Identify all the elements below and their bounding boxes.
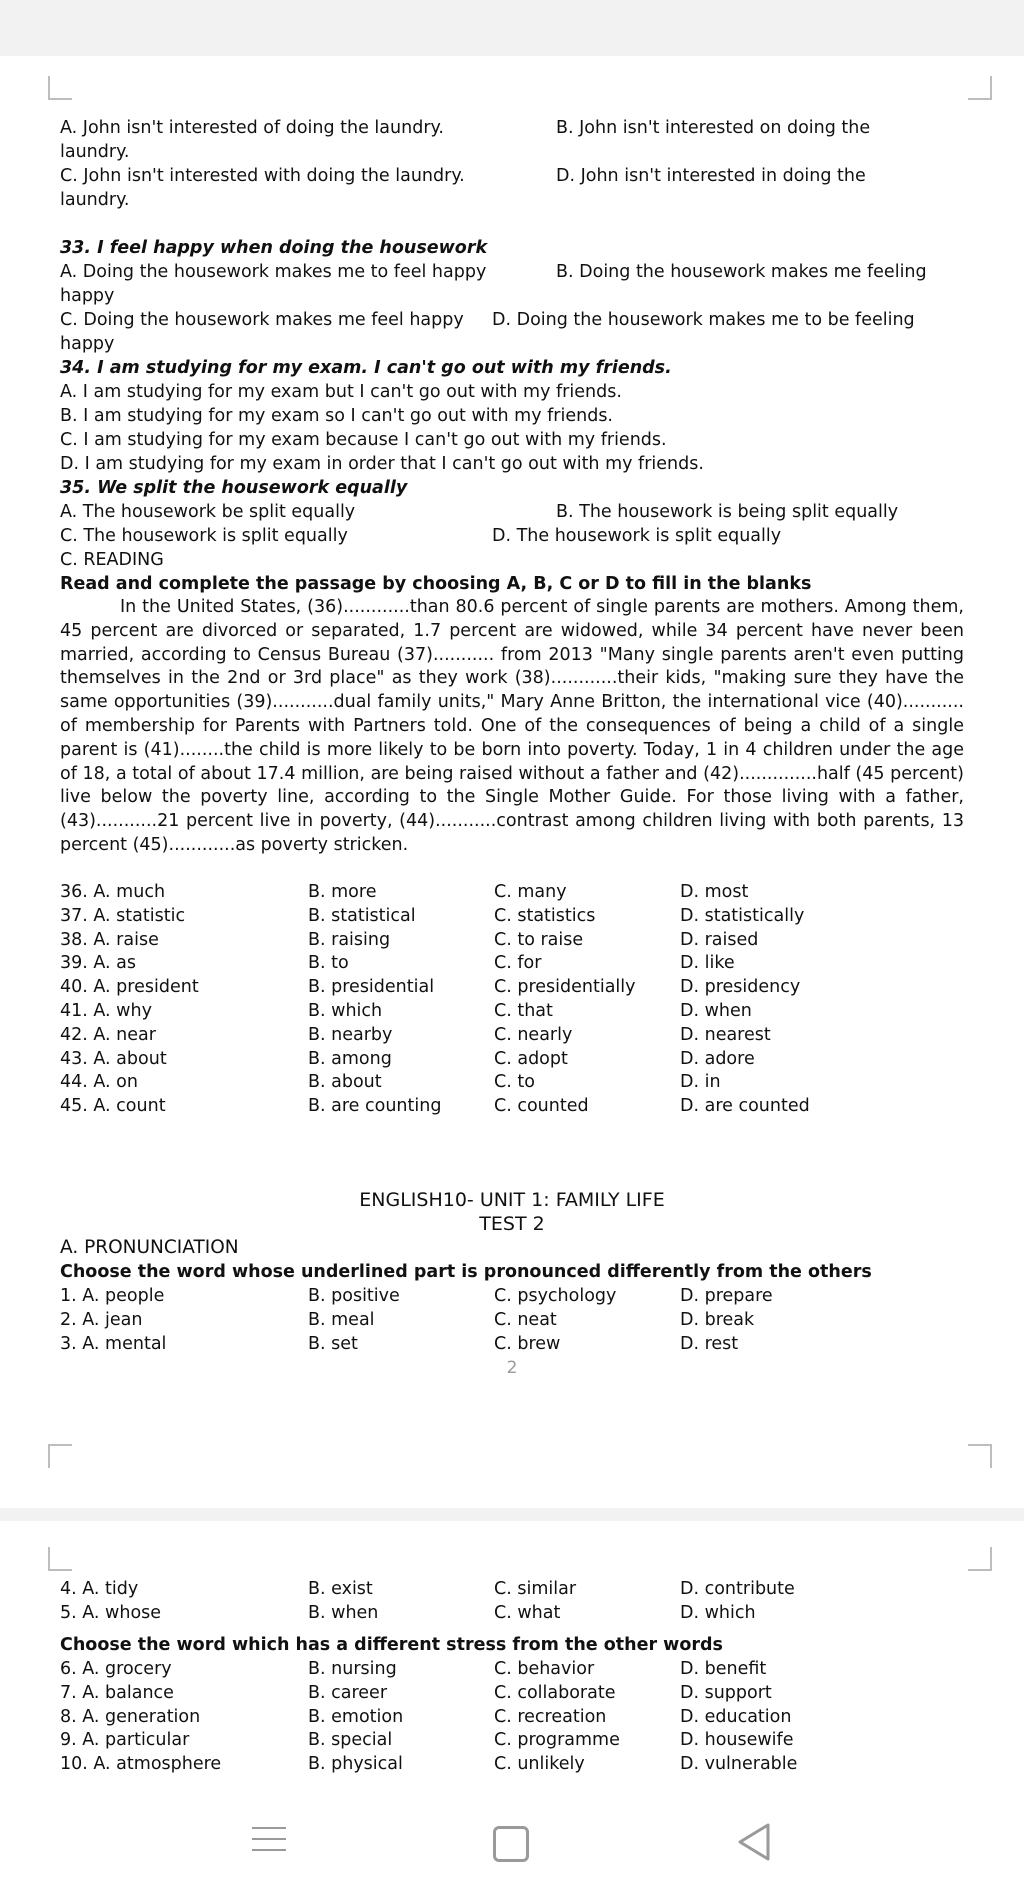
reading-question-5-option-a: 40. A. president — [60, 977, 199, 998]
reading-question-7-option-d: D. nearest — [680, 1024, 771, 1045]
stress-question-1-option-a: 6. A. grocery — [60, 1659, 172, 1679]
reading-question-5-option-d: D. presidency — [680, 977, 801, 998]
reading-question-5-option-b: B. presidential — [308, 977, 435, 998]
pronunciation-question-2-option-d: D. break — [680, 1309, 755, 1330]
reading-question-8-option-a: 43. A. about — [60, 1048, 167, 1069]
reading-question-6-option-d: D. when — [680, 1001, 752, 1021]
pronunciation-question-2-option-b: B. meal — [308, 1309, 375, 1330]
stress-question-4-option-d: D. housewife — [680, 1730, 794, 1751]
q34-option-c: C. I am studying for my exam because I can't go out with my friends. — [60, 430, 667, 450]
pronunciation-question-3-option-b: B. set — [308, 1333, 358, 1354]
reading-question-4-option-a: 39. A. as — [60, 953, 137, 974]
pronunciation-heading: A. PRONUNCIATION — [60, 1237, 239, 1258]
back-triangle-icon[interactable] — [736, 1822, 772, 1866]
system-nav-bar — [0, 1794, 1024, 1893]
reading-question-6-option-b: B. which — [308, 1001, 383, 1021]
crop-mark — [968, 76, 992, 100]
pronunciation-question-1-option-c: C. psychology — [494, 1286, 617, 1306]
q34-option-b: B. I am studying for my exam so I can't go out with my friends. — [60, 406, 613, 426]
document-page-2 — [0, 1521, 1024, 1794]
stress-question-1-option-d: D. benefit — [680, 1659, 767, 1679]
q35-option-b: B. The housework is being split equally — [556, 502, 899, 522]
q33-option-c-wrap: happy — [60, 334, 115, 354]
reading-question-4-option-d: D. like — [680, 953, 735, 974]
reading-passage: In the United States, (36)............than 80.6 percent of single parents are mothers. Among them, 45 percent are divorced or separated, 1.7 percent are widowed, while 34 percent have never been married, according to Census Bureau (37)........... from 2013 "Many single parents aren't even putting themselves in the 2nd or 3rd place" as they work (38)............their kids, "making sure they have the same opportunities (39)...........dual family units," Mary Anne Britton, the international vice (40)........... of membership for Parents with Partners told. One of the consequences of being a child of a single parent is (41)........the child is more likely to be born into poverty. Today, 1 in 4 children under the age of 18, a total of about 17.4 million, are being raised without a father and (42)..............half (45 percent) live below the poverty line, according to the Single Mother Guide. For those living with a father, (43)...........21 percent live in poverty, (44)...........contrast among children living with both parents, 13 percent (45)............as poverty stricken. — [60, 597, 964, 855]
pronunciation-question-cont-1-option-c: C. similar — [494, 1579, 577, 1599]
reading-question-2-option-a: 37. A. statistic — [60, 905, 186, 926]
pronunciation-question-2-option-c: C. neat — [494, 1309, 557, 1330]
reading-question-8-option-c: C. adopt — [494, 1048, 568, 1069]
crop-mark — [968, 1547, 992, 1571]
pronunciation-instruction: Choose the word whose underlined part is pronounced differently from the others — [60, 1262, 872, 1282]
reading-question-3-option-d: D. raised — [680, 929, 759, 950]
q33-option-c: C. Doing the housework makes me feel happy — [60, 310, 464, 330]
stress-question-5-option-c: C. unlikely — [494, 1754, 585, 1775]
test-title: ENGLISH10- UNIT 1: FAMILY LIFE — [359, 1189, 665, 1211]
stress-question-4-option-a: 9. A. particular — [60, 1730, 190, 1751]
reading-heading: C. READING — [60, 550, 164, 570]
q34-stem: 34. I am studying for my exam. I can't go out with my friends. — [60, 358, 672, 378]
crop-mark — [48, 76, 72, 100]
reading-question-2-option-c: C. statistics — [494, 905, 596, 926]
reading-question-1-option-c: C. many — [494, 882, 567, 902]
stress-question-3-option-c: C. recreation — [494, 1706, 607, 1727]
reading-question-6-option-c: C. that — [494, 1001, 553, 1021]
reading-question-7-option-a: 42. A. near — [60, 1024, 156, 1045]
q32-option-b: B. John isn't interested on doing the — [556, 118, 871, 138]
stress-question-4-option-c: C. programme — [494, 1730, 620, 1751]
pronunciation-question-cont-1-option-b: B. exist — [308, 1579, 373, 1599]
stress-question-3-option-a: 8. A. generation — [60, 1706, 201, 1727]
reading-question-4-option-b: B. to — [308, 953, 349, 974]
stress-question-5-option-a: 10. A. atmosphere — [60, 1754, 222, 1775]
pronunciation-question-cont-2-option-d: D. which — [680, 1602, 756, 1623]
reading-question-10-option-d: D. are counted — [680, 1096, 810, 1117]
stress-question-1-option-b: B. nursing — [308, 1659, 397, 1679]
q35-option-a: A. The housework be split equally — [60, 502, 356, 522]
reading-question-4-option-c: C. for — [494, 953, 542, 974]
document-page-1 — [0, 56, 1024, 1508]
reading-question-9-option-a: 44. A. on — [60, 1072, 138, 1093]
page-number: 2 — [506, 1358, 518, 1378]
home-square-icon[interactable] — [493, 1826, 529, 1862]
stress-question-2-option-a: 7. A. balance — [60, 1682, 174, 1703]
q35-stem: 35. We split the housework equally — [60, 478, 408, 498]
reading-question-1-option-a: 36. A. much — [60, 882, 166, 902]
reading-question-10-option-c: C. counted — [494, 1096, 589, 1117]
reading-question-2-option-d: D. statistically — [680, 905, 805, 926]
stress-question-5-option-d: D. vulnerable — [680, 1754, 798, 1775]
q32-option-d: D. John isn't interested in doing the — [556, 166, 866, 186]
reading-question-6-option-a: 41. A. why — [60, 1001, 152, 1021]
stress-question-5-option-b: B. physical — [308, 1754, 403, 1775]
q35-option-c: C. The housework is split equally — [60, 526, 348, 546]
reading-question-2-option-b: B. statistical — [308, 905, 416, 926]
pronunciation-question-3-option-c: C. brew — [494, 1333, 561, 1354]
pronunciation-question-2-option-a: 2. A. jean — [60, 1309, 143, 1330]
pronunciation-question-1-option-b: B. positive — [308, 1286, 400, 1306]
stress-question-3-option-b: B. emotion — [308, 1706, 404, 1727]
stress-question-3-option-d: D. education — [680, 1706, 792, 1727]
stress-instruction: Choose the word which has a different stress from the other words — [60, 1635, 723, 1655]
stress-question-4-option-b: B. special — [308, 1730, 393, 1751]
reading-question-10-option-a: 45. A. count — [60, 1096, 166, 1117]
q35-option-d: D. The housework is split equally — [492, 526, 782, 546]
stress-question-1-option-c: C. behavior — [494, 1659, 595, 1679]
reading-question-7-option-b: B. nearby — [308, 1024, 393, 1045]
pronunciation-question-cont-1-option-d: D. contribute — [680, 1579, 795, 1599]
reading-question-8-option-b: B. among — [308, 1048, 392, 1069]
pronunciation-question-cont-2-option-b: B. when — [308, 1602, 379, 1623]
q33-option-d: D. Doing the housework makes me to be feeling — [492, 310, 915, 330]
stress-question-2-option-d: D. support — [680, 1682, 772, 1703]
reading-question-3-option-a: 38. A. raise — [60, 929, 159, 950]
menu-lines-icon[interactable] — [252, 1818, 286, 1860]
pronunciation-question-1-option-d: D. prepare — [680, 1286, 773, 1306]
crop-mark — [48, 1547, 72, 1571]
reading-question-9-option-c: C. to — [494, 1072, 535, 1093]
stress-question-2-option-c: C. collaborate — [494, 1682, 616, 1703]
test-subtitle: TEST 2 — [479, 1213, 545, 1235]
reading-question-1-option-b: B. more — [308, 882, 377, 902]
crop-mark — [968, 1444, 992, 1468]
pronunciation-question-cont-1-option-a: 4. A. tidy — [60, 1579, 139, 1599]
reading-question-5-option-c: C. presidentially — [494, 977, 636, 998]
pronunciation-question-3-option-a: 3. A. mental — [60, 1333, 167, 1354]
q33-stem: 33. I feel happy when doing the housework — [60, 238, 488, 258]
q32-option-a: A. John isn't interested of doing the laundry. — [60, 118, 444, 138]
q33-option-a: A. Doing the housework makes me to feel happy — [60, 262, 487, 282]
pronunciation-question-cont-2-option-c: C. what — [494, 1602, 561, 1623]
stress-question-2-option-b: B. career — [308, 1682, 388, 1703]
reading-question-8-option-d: D. adore — [680, 1048, 755, 1069]
q33-option-a-wrap: happy — [60, 286, 115, 306]
q34-option-d: D. I am studying for my exam in order that I can't go out with my friends. — [60, 454, 704, 474]
reading-question-9-option-d: D. in — [680, 1072, 721, 1093]
reading-question-3-option-b: B. raising — [308, 929, 391, 950]
q34-option-a: A. I am studying for my exam but I can't go out with my friends. — [60, 382, 622, 402]
q32-option-c: C. John isn't interested with doing the laundry. — [60, 166, 465, 186]
reading-question-1-option-d: D. most — [680, 882, 749, 902]
reading-question-3-option-c: C. to raise — [494, 929, 584, 950]
q33-option-b: B. Doing the housework makes me feeling — [556, 262, 927, 282]
reading-question-9-option-b: B. about — [308, 1072, 382, 1093]
pronunciation-question-cont-2-option-a: 5. A. whose — [60, 1602, 162, 1623]
q32-option-a-wrap: laundry. — [60, 142, 130, 162]
pronunciation-question-3-option-d: D. rest — [680, 1333, 739, 1354]
reading-question-10-option-b: B. are counting — [308, 1096, 442, 1117]
reading-question-7-option-c: C. nearly — [494, 1024, 573, 1045]
reading-instruction: Read and complete the passage by choosing A, B, C or D to fill in the blanks — [60, 574, 812, 594]
crop-mark — [48, 1444, 72, 1468]
q32-option-c-wrap: laundry. — [60, 190, 130, 210]
pronunciation-question-1-option-a: 1. A. people — [60, 1286, 165, 1306]
